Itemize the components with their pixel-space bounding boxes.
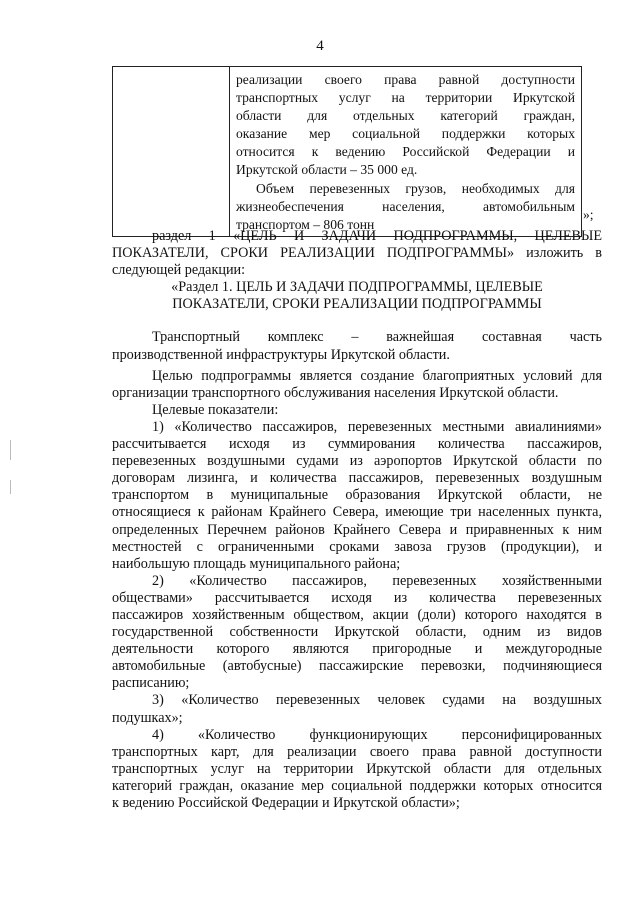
text-line: 1) «Количество пассажиров, перевезенных местными авиалиниями» bbox=[152, 418, 602, 435]
table-line: реализации своего права равной доступности bbox=[236, 72, 575, 87]
text-line: местностей с ограниченными сроками завоза грузов (продукции), и bbox=[112, 538, 602, 555]
table-closing-quote: »; bbox=[583, 207, 594, 222]
transport-paragraph bbox=[112, 329, 602, 363]
targets-label: Целевые показатели: bbox=[152, 401, 279, 418]
table-empty-cell bbox=[113, 67, 230, 237]
text-line: производственной инфраструктуры Иркутской области. bbox=[112, 346, 450, 363]
text-line: государственной собственности Иркутской области, одним из видов bbox=[112, 624, 602, 641]
text-line: транспортных услуг на территории Иркутской области для отдельных bbox=[112, 760, 602, 777]
text-line: относящиеся к районам Крайнего Севера, имеющие три населенных пункта, bbox=[112, 504, 602, 521]
target-item-1 bbox=[112, 419, 602, 573]
target-item-3 bbox=[112, 692, 602, 726]
text-line: следующей редакции: bbox=[112, 262, 246, 279]
table-line: Объем перевезенных грузов, необходимых для bbox=[256, 180, 575, 196]
text-line: наибольшую площадь муниципального района; bbox=[112, 555, 401, 572]
table-line: Иркутской области – 35 000 ед. bbox=[236, 162, 418, 178]
text-line: автомобильные (автобусные) пассажирские перевозки, подчиняющиеся bbox=[112, 658, 602, 675]
text-line: раздел 1 «ЦЕЛЬ И ЗАДАЧИ ПОДПРОГРАММЫ, ЦЕЛЕВЫЕ bbox=[152, 228, 602, 244]
text-line: Транспортный комплекс – важнейшая составная часть bbox=[152, 329, 602, 346]
page-number: 4 bbox=[316, 38, 324, 54]
text-line: подушках»; bbox=[112, 709, 183, 726]
text-line: обществами» рассчитывается исходя из количества перевезенных bbox=[112, 589, 602, 606]
intro-paragraph bbox=[112, 228, 602, 279]
text-line: транспортом в муниципальные образования Иркутской области, не bbox=[112, 487, 602, 504]
table-line: транспортом – 806 тонн bbox=[236, 216, 375, 232]
table-line: области для отдельных категорий граждан, bbox=[236, 108, 575, 124]
text-line: пассажиров хозяйственным обществом, акции (доли) которого находятся в bbox=[112, 606, 602, 623]
table-line: относится к ведению Российской Федерации и bbox=[236, 144, 575, 160]
section-heading bbox=[112, 279, 602, 313]
text-line: 2) «Количество пассажиров, перевезенных хозяйственными bbox=[152, 572, 602, 589]
text-line: организации транспортного обслуживания населения Иркутской области. bbox=[112, 384, 559, 401]
document-body bbox=[112, 228, 602, 812]
target-item-4 bbox=[112, 727, 602, 812]
scan-margin-mark bbox=[10, 440, 11, 460]
text-line: 4) «Количество функционирующих персонифицированных bbox=[152, 726, 602, 743]
target-item-2 bbox=[112, 573, 602, 693]
text-line: к ведению Российской Федерации и Иркутской области»; bbox=[112, 795, 460, 811]
heading-line: ПОКАЗАТЕЛИ, СРОКИ РЕАЛИЗАЦИИ ПОДПРОГРАММЫ bbox=[172, 296, 542, 313]
text-line: рассчитывается исходя из суммирования количества пассажиров, bbox=[112, 436, 602, 453]
table-text-cell bbox=[230, 67, 582, 237]
text-line: определенных Перечнем районов Крайнего Севера и приравненных к ним bbox=[112, 521, 602, 538]
text-line: договорам лизинга, и количества пассажиров, перевезенных воздушным bbox=[112, 470, 602, 487]
text-line: транспортных карт, для реализации своего права равной доступности bbox=[112, 743, 602, 760]
text-line: деятельности которого являются пригородные и междугородные bbox=[112, 641, 602, 658]
text-line: Целью подпрограммы является создание благоприятных условий для bbox=[152, 367, 602, 384]
text-line: категорий граждан, оказание мер социальной поддержки которых относится bbox=[112, 777, 602, 794]
table-line: транспортных услуг на территории Иркутской bbox=[236, 90, 575, 106]
table-line: жизнеобеспечения населения, автомобильным bbox=[236, 198, 575, 214]
text-line: 3) «Количество перевезенных человек судами на воздушных bbox=[152, 692, 602, 709]
heading-line: «Раздел 1. ЦЕЛЬ И ЗАДАЧИ ПОДПРОГРАММЫ, ЦЕЛЕВЫЕ bbox=[171, 279, 543, 296]
text-line: ПОКАЗАТЕЛИ, СРОКИ РЕАЛИЗАЦИИ ПОДПРОГРАММЫ» изложить в bbox=[112, 245, 602, 262]
continuation-table bbox=[112, 66, 582, 237]
text-line: расписанию; bbox=[112, 675, 190, 692]
text-line: перевезенных воздушными судами из аэропортов Иркутской области по bbox=[112, 453, 602, 470]
goal-paragraph bbox=[112, 368, 602, 402]
scan-margin-mark bbox=[10, 480, 11, 494]
table-line: оказание мер социальной поддержки которых bbox=[236, 126, 575, 142]
